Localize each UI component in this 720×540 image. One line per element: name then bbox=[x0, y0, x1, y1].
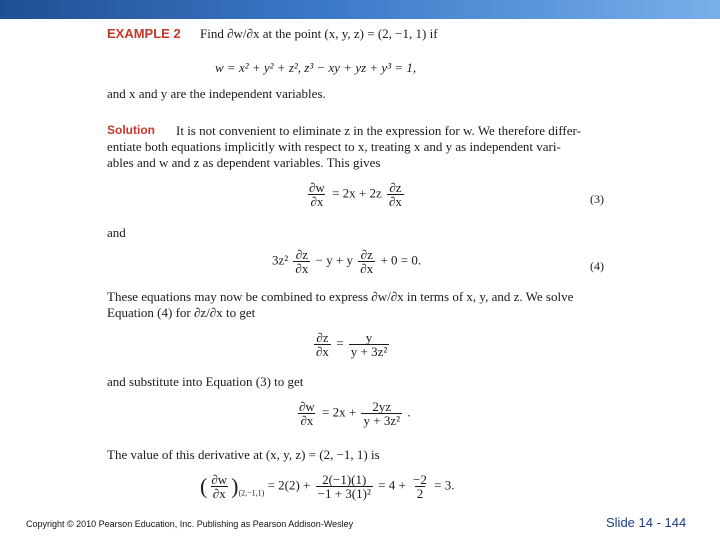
equation-dwdx bbox=[295, 400, 410, 427]
equation-4 bbox=[272, 248, 421, 275]
eq7-subscript: (2,−1,1) bbox=[238, 488, 265, 498]
equation-4-number: (4) bbox=[590, 259, 604, 273]
eq4-middle: − y + y bbox=[315, 252, 354, 268]
eq7-fraction-2: $\frac{-2}{2}$ bbox=[413, 472, 427, 501]
equation-3-number: (3) bbox=[590, 192, 604, 206]
problem-statement: Find ∂w/∂x at the point (x, y, z) = (2, −1, 1) if bbox=[200, 26, 438, 41]
eq4-fraction-2: $\frac{\partial z}{\partial x}$ bbox=[360, 247, 374, 276]
eq4-prefix: 3z² bbox=[272, 252, 289, 268]
equation-dzdx bbox=[312, 331, 391, 358]
eq6-suffix: . bbox=[407, 404, 411, 420]
given-equations: w = x² + y² + z², z³ − xy + yz + y³ = 1, bbox=[215, 60, 417, 75]
eq5-lhs-fraction: $\frac{\partial z}{\partial x}$ bbox=[316, 330, 329, 359]
solution-line-2: entiate both equations implicitly with respect to x, treating x and y as independent vari- bbox=[107, 139, 561, 154]
eq6-lhs-fraction: $\frac{\partial w}{\partial x}$ bbox=[299, 399, 315, 428]
eq4-suffix: + 0 = 0. bbox=[380, 252, 422, 268]
eq5-equals: = bbox=[336, 335, 344, 351]
eq6-rhs-fraction: $\frac{2yz}{\text{y + 3z²}}$ bbox=[363, 399, 400, 428]
eq3-middle: = 2x + 2z bbox=[332, 185, 382, 201]
eq4-fraction-1: $\frac{\partial z}{\partial x}$ bbox=[295, 247, 309, 276]
combine-line-2: Equation (4) for ∂z/∂x to get bbox=[107, 305, 256, 320]
eq7-lhs-fraction: $\frac{\partial w}{\partial x}$ bbox=[211, 472, 228, 501]
solution-line-3: ables and w and z as dependent variables. This gives bbox=[107, 155, 381, 170]
solution-line-1: It is not convenient to eliminate z in the expression for w. We therefore differ- bbox=[176, 123, 581, 138]
eq7-part-1: = 2(2) + bbox=[267, 477, 311, 493]
eq6-middle: = 2x + bbox=[322, 404, 357, 420]
eq3-lhs-fraction: $\frac{\partial w}{\partial x}$ bbox=[309, 180, 325, 209]
slide-number: Slide 14 - 144 bbox=[606, 515, 687, 530]
eq3-rhs-fraction: $\frac{\partial z}{\partial x}$ bbox=[389, 180, 402, 209]
eq7-part-3: = 3. bbox=[434, 477, 455, 493]
and-word: and bbox=[107, 225, 126, 240]
equation-evaluation: ( $\frac{\partial w}{\partial x}$ )$_{(2,-1,1)} = 2(2)$ + $\frac{2(-1)(1)}{\text{−1 + 3(1)²}}$ = 4 + $\frac{-2}{2}$ = 3. bbox=[200, 472, 455, 501]
eq7-fraction-1: $\frac{2(-1)(1)}{\text{−1 + 3(1)²}}$ bbox=[317, 472, 371, 501]
solution-label: Solution bbox=[107, 123, 155, 137]
header-bar bbox=[0, 0, 720, 19]
combine-line-1: These equations may now be combined to express ∂w/∂x in terms of x, y, and z. We solve bbox=[107, 289, 574, 304]
eq5-rhs-fraction: $\frac{y}{\text{y + 3z²}}$ bbox=[350, 330, 388, 359]
value-line: The value of this derivative at (x, y, z) = (2, −1, 1) is bbox=[107, 447, 380, 462]
example-label: EXAMPLE 2 bbox=[107, 26, 181, 41]
independent-variables-line: and x and y are the independent variables. bbox=[107, 86, 326, 101]
eq7-part-2: = 4 + bbox=[378, 477, 406, 493]
copyright-footer: Copyright © 2010 Pearson Education, Inc. Publishing as Pearson Addison-Wesley bbox=[26, 519, 354, 529]
substitute-line: and substitute into Equation (3) to get bbox=[107, 374, 304, 389]
equation-3 bbox=[305, 181, 406, 208]
